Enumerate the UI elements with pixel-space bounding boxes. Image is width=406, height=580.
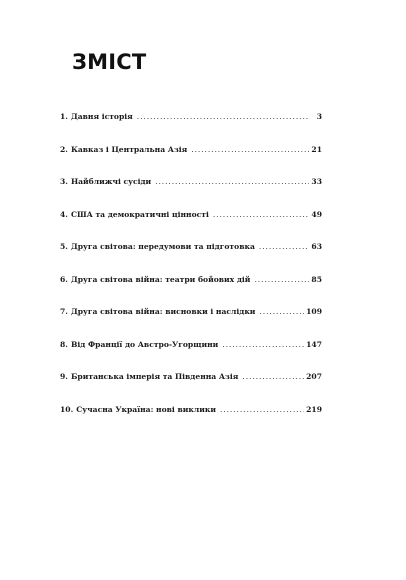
toc-entry-page: 207	[306, 372, 322, 381]
toc-entry-page: 219	[306, 404, 322, 414]
toc-entry	[60, 372, 322, 405]
toc-entry-page: 33	[311, 177, 322, 186]
toc-entry-number: 2.	[60, 144, 68, 154]
toc-entry	[60, 307, 322, 340]
toc-entry	[60, 242, 322, 275]
toc-entry-number: 10.	[60, 404, 74, 414]
toc-entry-page: 49	[311, 209, 322, 219]
toc-entry-title: Британська імперія та Південна Азія	[70, 372, 239, 381]
toc-entry	[60, 112, 322, 145]
toc-entry-number: 5.	[60, 242, 68, 251]
toc-entry-number: 7.	[60, 307, 68, 316]
toc-entry-number: 1.	[60, 112, 68, 121]
toc-entry-title: Друга світова війна: театри бойових дій	[70, 274, 251, 284]
toc-entry-page: 109	[306, 307, 322, 316]
toc-entry-title: Друга світова війна: висновки і наслідки	[70, 307, 256, 316]
toc-entry	[60, 340, 322, 373]
toc-entry-title: Сучасна Україна: нові виклики	[76, 404, 216, 414]
toc-entry	[60, 210, 322, 243]
toc-entry-title: Давня історія	[70, 112, 133, 121]
toc-entry-number: 8.	[60, 339, 68, 349]
toc-entry-page: 3	[316, 112, 322, 121]
dot-leader	[259, 307, 304, 316]
dot-leader	[254, 275, 309, 284]
toc-entry-title: Від Франції до Австро-Угорщини	[70, 339, 219, 349]
toc-entry-number: 9.	[60, 372, 68, 381]
toc-entry-number: 3.	[60, 177, 68, 186]
table-of-contents	[60, 112, 322, 437]
dot-leader	[242, 372, 304, 381]
toc-entry-title: Друга світова: передумови та підготовка	[70, 242, 255, 251]
dot-leader	[259, 242, 310, 251]
toc-entry-title: Найближчі сусіди	[70, 177, 152, 186]
toc-entry-number: 6.	[60, 274, 68, 284]
page-title: ЗМІСТ	[72, 50, 147, 74]
dot-leader	[222, 340, 304, 349]
toc-entry-page: 21	[311, 144, 322, 154]
dot-leader	[220, 405, 304, 414]
toc-entry-page: 85	[311, 274, 322, 284]
toc-entry	[60, 405, 322, 438]
dot-leader	[213, 210, 310, 219]
toc-entry	[60, 177, 322, 210]
toc-entry-number: 4.	[60, 209, 68, 219]
dot-leader	[191, 145, 309, 154]
toc-entry-title: Кавказ і Центральна Азія	[70, 144, 188, 154]
dot-leader	[155, 177, 309, 186]
toc-entry-page: 147	[306, 339, 322, 349]
toc-entry	[60, 145, 322, 178]
dot-leader	[137, 112, 310, 121]
toc-entry-page: 63	[311, 242, 322, 251]
toc-entry-title: США та демократичні цінності	[70, 209, 209, 219]
toc-entry	[60, 275, 322, 308]
